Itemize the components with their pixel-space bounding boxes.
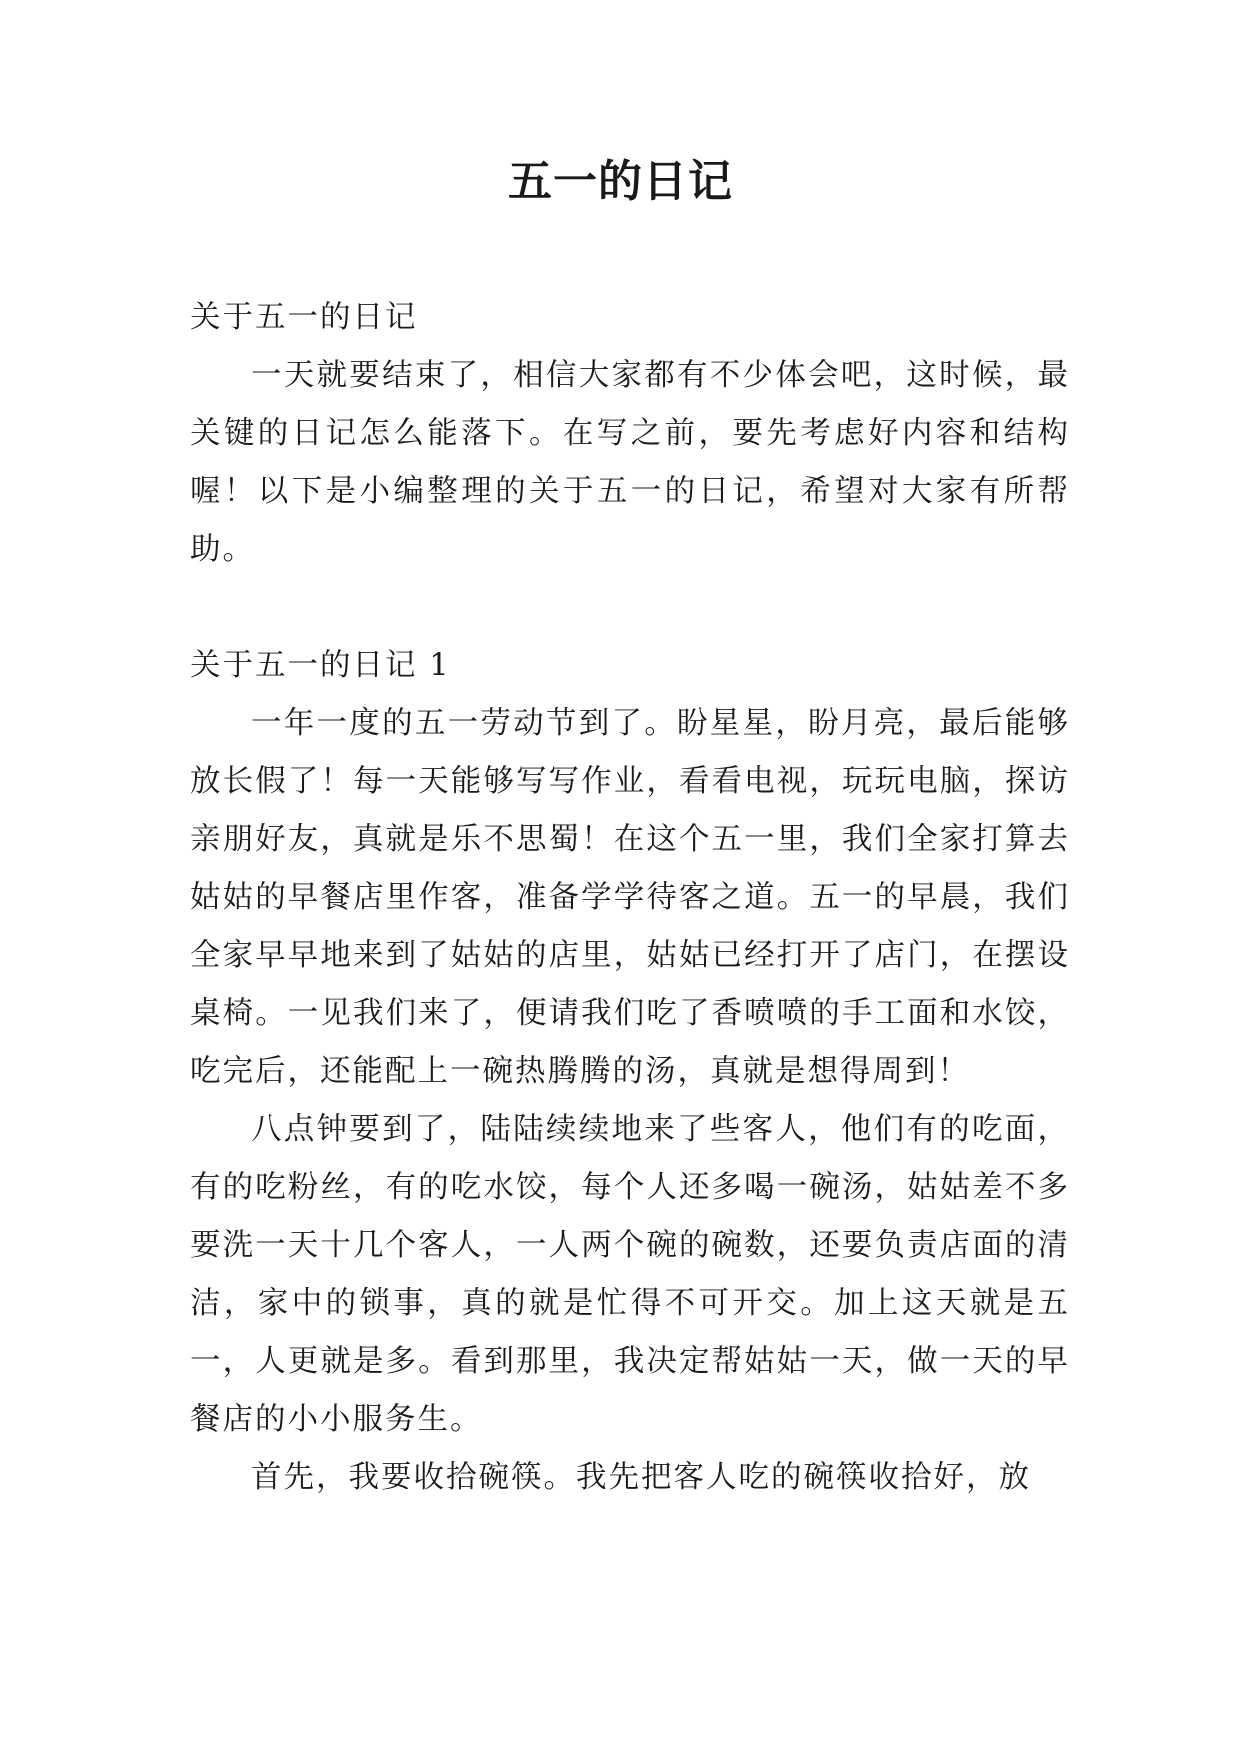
- section1-paragraph-1: 一年一度的五一劳动节到了。盼星星，盼月亮，最后能够放长假了！每一天能够写写作业，看看电视，玩玩电脑，探访亲朋好友，真就是乐不思蜀！在这个五一里，我们全家打算去姑姑的早餐店里作客，准备学学待客之道。五一的早晨，我们全家早早地来到了姑姑的店里，姑姑已经打开了店门，在摆设桌椅。一见我们来了，便请我们吃了香喷喷的手工面和水饺，吃完后，还能配上一碗热腾腾的汤，真就是想得周到！: [190, 706, 1070, 1089]
- section-spacer: [190, 579, 1070, 637]
- intro-heading: 关于五一的日记: [190, 300, 418, 335]
- document-body: [190, 289, 1070, 1507]
- section1-heading: 关于五一的日记 1: [190, 648, 451, 683]
- intro-paragraph: 一天就要结束了，相信大家都有不少体会吧，这时候，最关键的日记怎么能落下。在写之前，要先考虑好内容和结构喔！以下是小编整理的关于五一的日记，希望对大家有所帮助。: [190, 358, 1070, 567]
- section1-paragraph-3: 首先，我要收拾碗筷。我先把客人吃的碗筷收拾好，放: [251, 1460, 1031, 1495]
- document-title: 五一的日记: [508, 156, 733, 207]
- section1-paragraph-2: 八点钟要到了，陆陆续续地来了些客人，他们有的吃面，有的吃粉丝，有的吃水饺，每个人还多喝一碗汤，姑姑差不多要洗一天十几个客人，一人两个碗的碗数，还要负责店面的清洁，家中的锁事，真的就是忙得不可开交。加上这天就是五一，人更就是多。看到那里，我决定帮姑姑一天，做一天的早餐店的小小服务生。: [190, 1112, 1070, 1437]
